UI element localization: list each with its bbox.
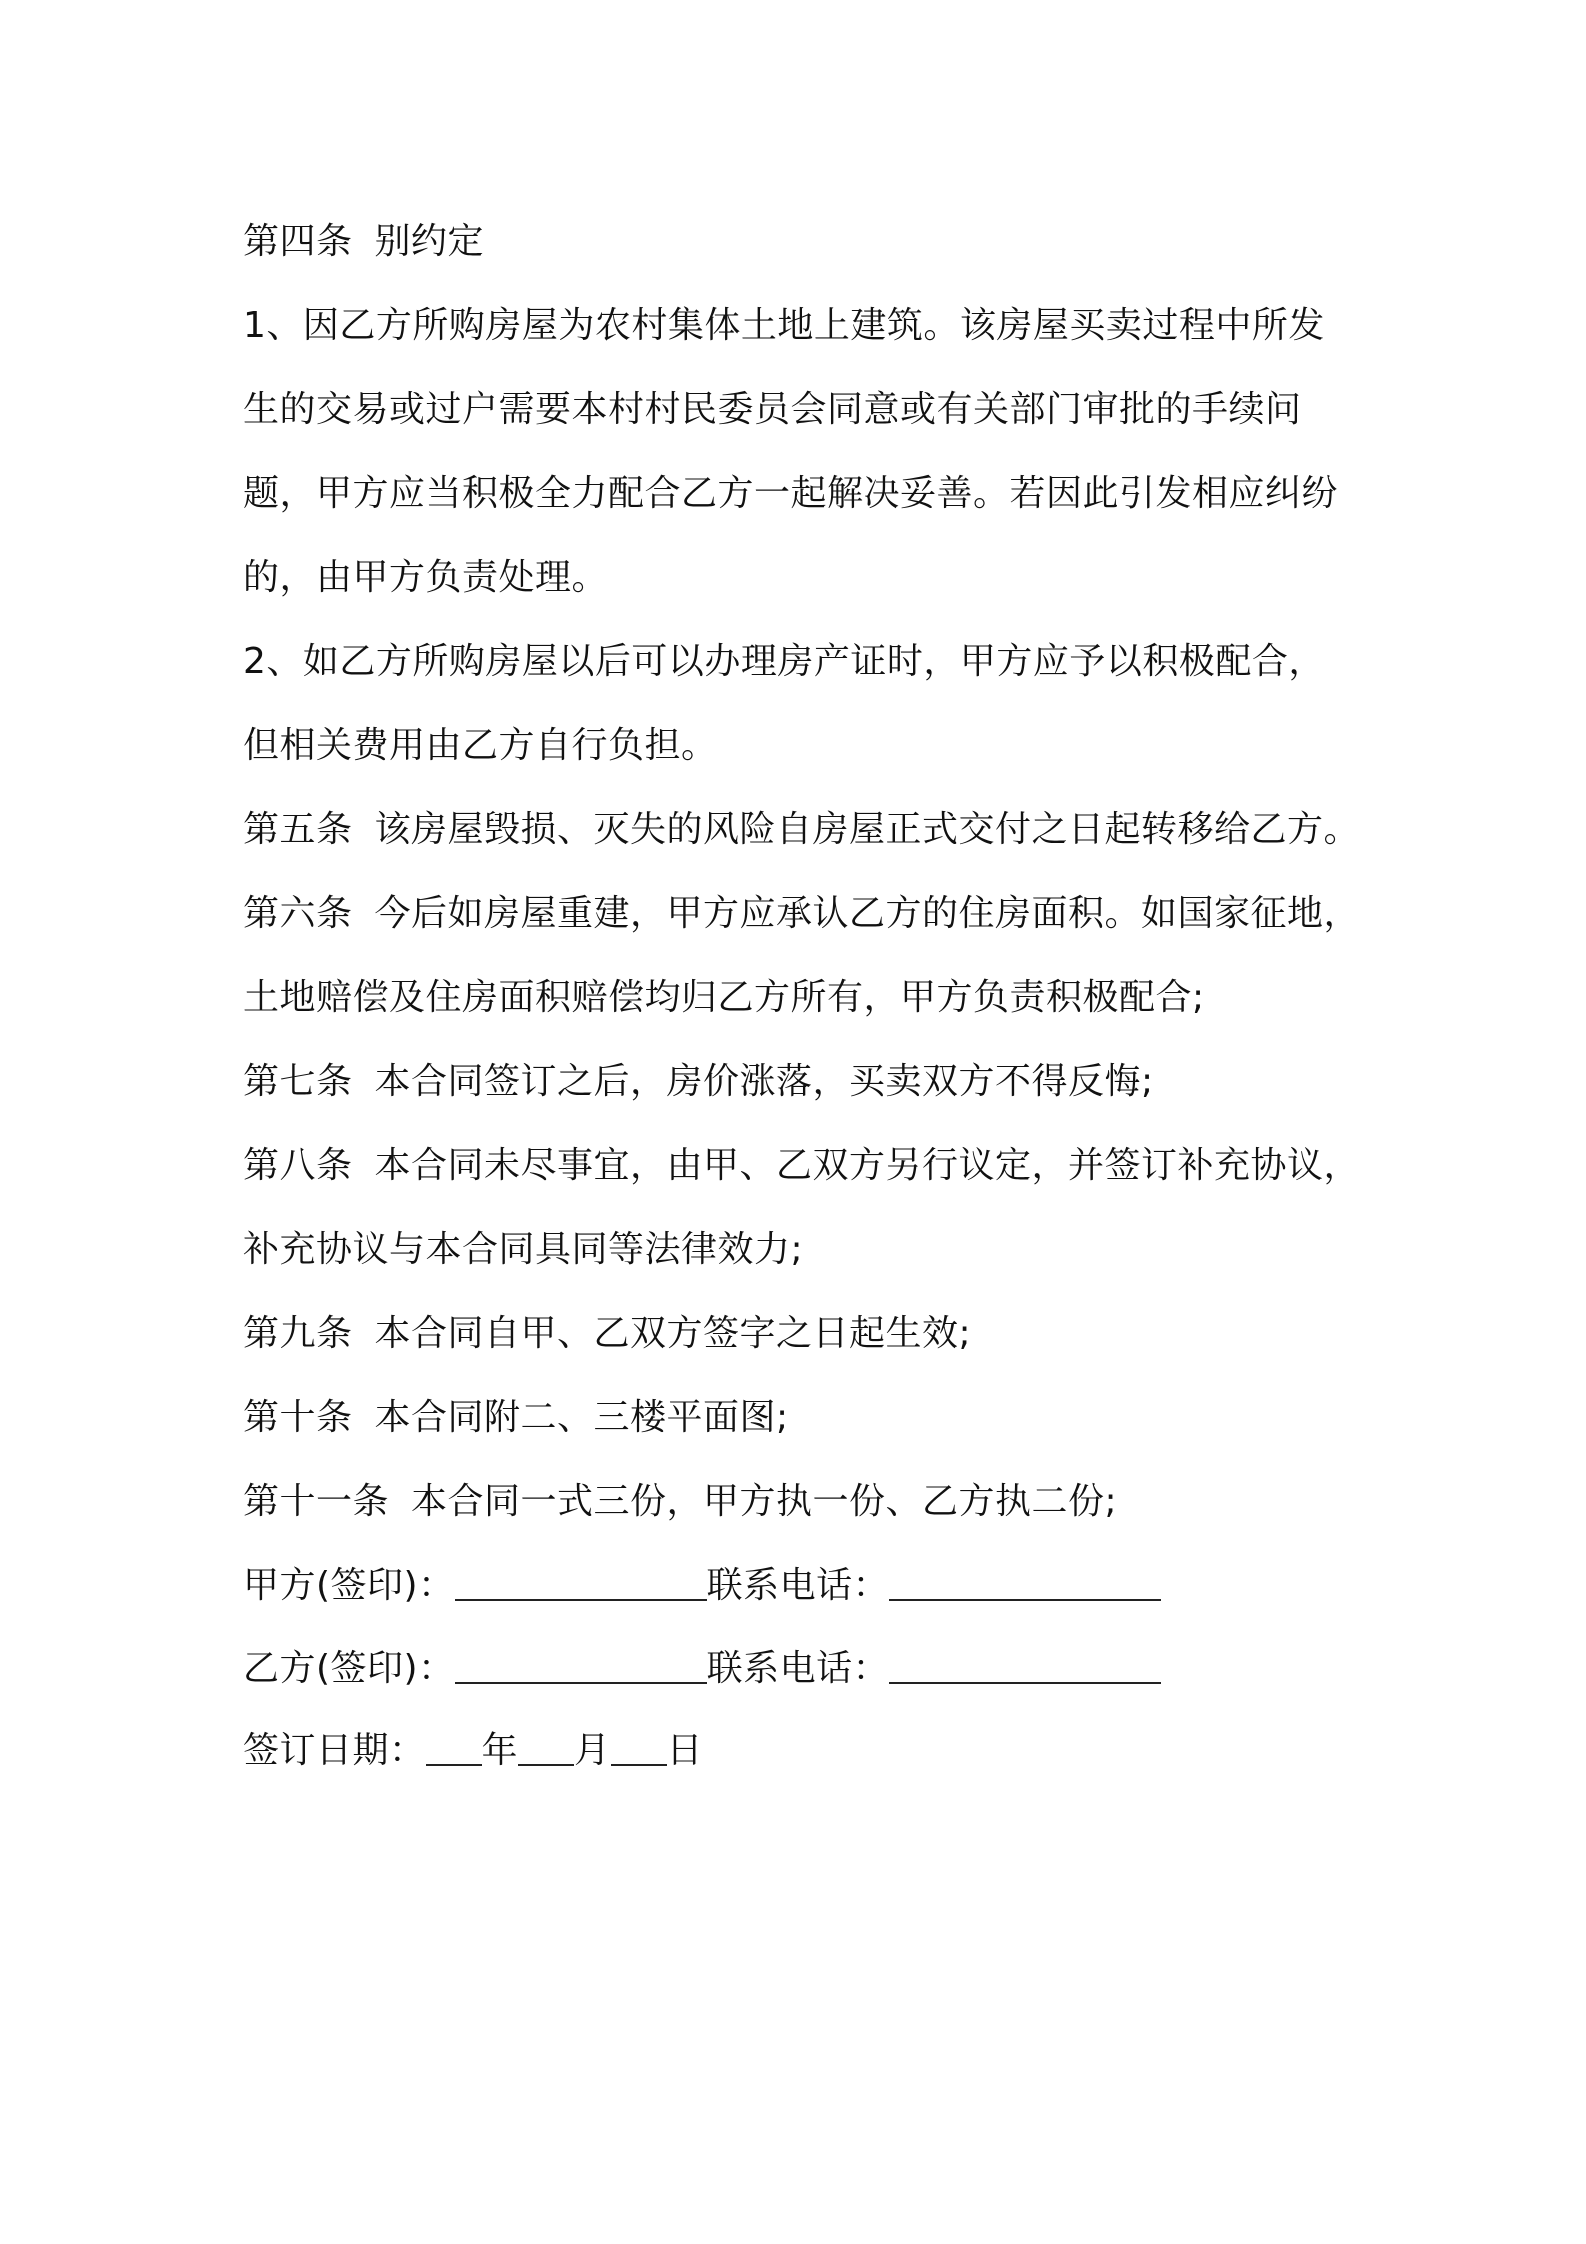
clause-number: 第四条 [243,221,353,262]
paragraph-line [243,452,1393,536]
paragraph-text: 土地赔偿及住房面积赔偿均归乙方所有，甲方负责积极配合; [243,977,1205,1018]
paragraph-line [243,284,1393,368]
paragraph-line [243,704,1393,788]
clause-text: 本合同一式三份，甲方执一份、乙方执二份; [411,1481,1118,1522]
clause-six [243,872,1393,956]
signing-date-label: 签订日期： [243,1730,426,1771]
day-blank[interactable] [611,1734,667,1766]
clause-number: 第十一条 [243,1481,390,1522]
paragraph-text: 1、因乙方所购房屋为农村集体土地上建筑。该房屋买卖过程中所发 [243,305,1325,346]
paragraph-line [243,1208,1393,1292]
clause-five [243,788,1393,872]
clause-number: 第六条 [243,893,353,934]
paragraph-line [243,536,1393,620]
clause-number: 第七条 [243,1061,353,1102]
paragraph-text: 的，由甲方负责处理。 [243,557,609,598]
paragraph-text: 生的交易或过户需要本村村民委员会同意或有关部门审批的手续问 [243,389,1302,430]
paragraph-line [243,368,1393,452]
clause-text: 别约定 [374,221,485,262]
party-b-phone-label: 联系电话： [706,1648,890,1689]
party-a-phone-label: 联系电话： [706,1565,890,1606]
clause-text: 本合同自甲、乙双方签字之日起生效; [374,1313,972,1354]
clause-four-heading [243,200,1393,284]
clause-eight [243,1124,1393,1208]
paragraph-text: 但相关费用由乙方自行负担。 [243,725,718,766]
clause-number: 第九条 [243,1313,353,1354]
signing-date-line [243,1710,1393,1792]
party-b-signature-blank[interactable] [455,1652,707,1684]
clause-text: 本合同签订之后，房价涨落，买卖双方不得反悔; [374,1061,1154,1102]
party-a-signature-line [243,1544,1393,1628]
clause-nine [243,1292,1393,1376]
party-b-label: 乙方(签印)： [243,1648,455,1689]
month-label: 月 [574,1730,611,1771]
clause-number: 第十条 [243,1397,353,1438]
clause-seven [243,1040,1393,1124]
day-label: 日 [666,1730,704,1771]
party-a-label: 甲方(签印)： [243,1565,455,1606]
clause-eleven [243,1460,1393,1544]
paragraph-text: 补充协议与本合同具同等法律效力; [243,1229,804,1270]
clause-ten [243,1376,1393,1460]
clause-text: 该房屋毁损、灭失的风险自房屋正式交付之日起转移给乙方。 [374,809,1361,850]
clause-number: 第五条 [243,809,353,850]
clause-text: 本合同附二、三楼平面图; [374,1397,789,1438]
paragraph-text: 2、如乙方所购房屋以后可以办理房产证时，甲方应予以积极配合， [243,641,1325,682]
year-label: 年 [481,1730,519,1771]
paragraph-line [243,620,1393,704]
party-b-signature-line [243,1628,1393,1710]
month-blank[interactable] [518,1734,574,1766]
paragraph-text: 题，甲方应当积极全力配合乙方一起解决妥善。若因此引发相应纠纷 [243,473,1339,514]
clause-text: 本合同未尽事宜，由甲、乙双方另行议定，并签订补充协议， [374,1145,1361,1186]
contract-body [243,200,1393,1792]
party-a-phone-blank[interactable] [889,1569,1161,1601]
party-a-signature-blank[interactable] [455,1569,707,1601]
year-blank[interactable] [426,1734,482,1766]
clause-number: 第八条 [243,1145,353,1186]
paragraph-line [243,956,1393,1040]
party-b-phone-blank[interactable] [889,1652,1161,1684]
clause-text: 今后如房屋重建，甲方应承认乙方的住房面积。如国家征地， [374,893,1361,934]
